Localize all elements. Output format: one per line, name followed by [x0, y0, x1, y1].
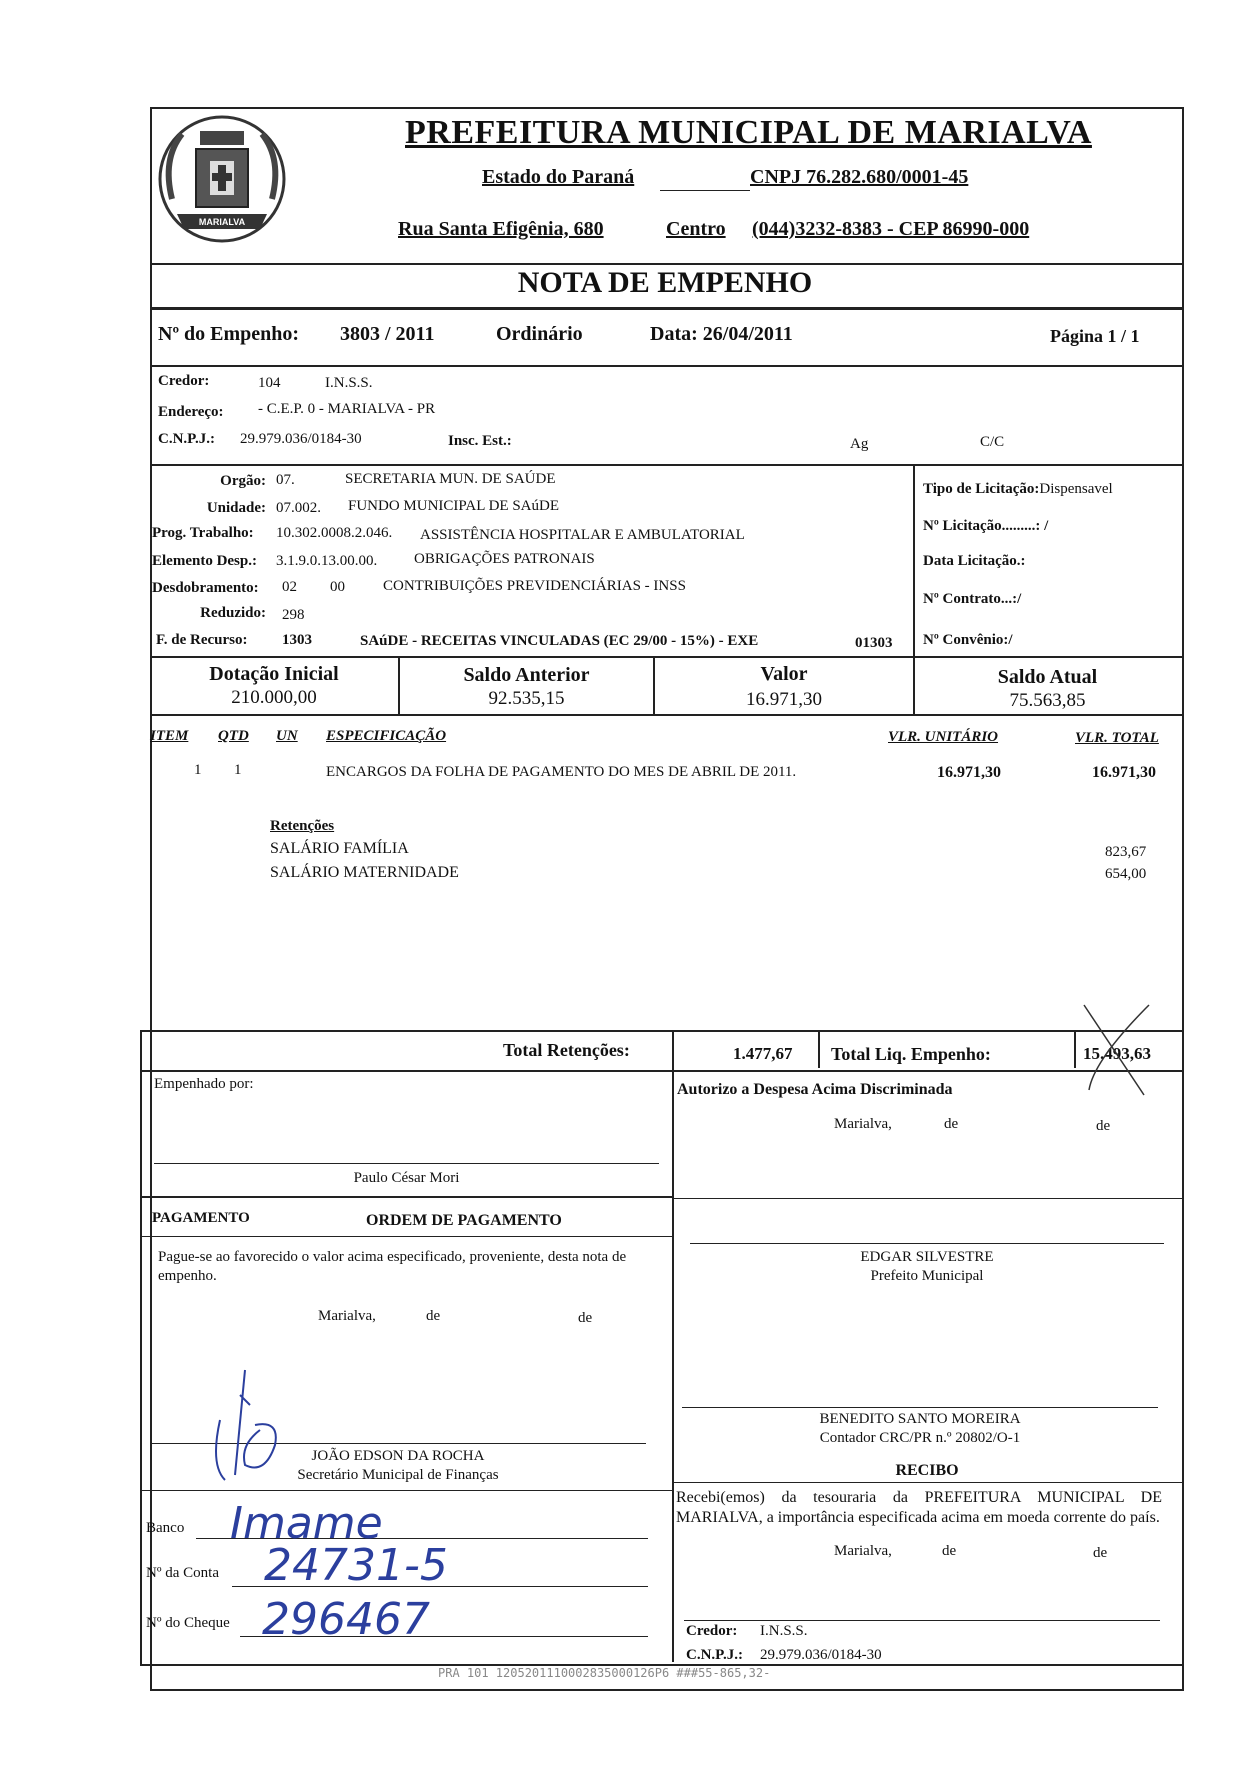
contador-role: Contador CRC/PR n.º 20802/O-1: [819, 1430, 1021, 1446]
retencao-label: SALÁRIO MATERNIDADE: [270, 864, 459, 881]
divider: [150, 365, 1182, 367]
recibo-city: Marialva,: [834, 1543, 892, 1559]
divider: [140, 1030, 142, 1666]
ag-label: Ag: [850, 436, 869, 452]
dotacao-inicial-value: 210.000,00: [231, 687, 317, 708]
divider: [672, 1482, 1182, 1483]
saldo-anterior-value: 92.535,15: [488, 688, 565, 709]
licitacao-contrato: Nº Contrato...:/: [923, 591, 1022, 607]
footer-code: PRA 101 1205201110002835000126P6 ###55-865,32-: [438, 1666, 771, 1680]
divider: [150, 714, 1182, 716]
divider: [150, 307, 1182, 310]
unidade-label: Unidade:: [206, 500, 266, 516]
divider: [672, 1030, 674, 1070]
divider: [140, 1490, 672, 1491]
col-total-header: VLR. TOTAL: [1075, 730, 1159, 746]
header-phone-cep: (044)3232-8383 - CEP 86990-000: [752, 218, 1030, 240]
divider: [150, 263, 1182, 265]
recurso-label: F. de Recurso:: [156, 632, 248, 648]
divider: [140, 1196, 672, 1198]
check-mark-scribble: [1074, 1000, 1174, 1100]
handwritten-signature: [205, 1365, 295, 1485]
retencao-value: 823,67: [1105, 844, 1147, 860]
doc-title: NOTA DE EMPENHO: [517, 266, 813, 299]
credor-label: Credor:: [158, 373, 210, 389]
endereco-value: - C.E.P. 0 - MARIALVA - PR: [258, 401, 436, 417]
cnpj-value: 29.979.036/0184-30: [240, 431, 362, 447]
elemento-code: 3.1.9.0.13.00.00.: [276, 553, 378, 569]
recurso-name: SAúDE - RECEITAS VINCULADAS (EC 29/00 - 15%) - EXE: [360, 633, 759, 649]
total-liquido-value: 15.493,63: [1083, 1044, 1151, 1063]
licitacao-tipo: Tipo de Licitação:Dispensavel: [923, 481, 1113, 497]
recurso-number: 01303: [855, 635, 893, 651]
retencao-label: SALÁRIO FAMÍLIA: [270, 840, 409, 857]
autorizo-de: de: [1096, 1118, 1111, 1134]
signature-line: [690, 1243, 1164, 1244]
signature-line: [682, 1407, 1158, 1408]
col-qtd-header: QTD: [218, 728, 249, 744]
pagamento-de: de: [578, 1310, 593, 1326]
item-total-value: 16.971,30: [1092, 764, 1156, 781]
col-item-header: ITEM: [150, 728, 189, 744]
divider: [142, 1030, 1182, 1032]
header-district: Centro: [666, 218, 726, 240]
signature-line: [154, 1163, 659, 1164]
recibo-cnpj-value: 29.979.036/0184-30: [760, 1647, 882, 1663]
licitacao-convenio: Nº Convênio:/: [923, 632, 1013, 648]
licitacao-numero: Nº Licitação.........: /: [923, 518, 1049, 534]
retencao-value: 654,00: [1105, 866, 1147, 882]
empenho-label: Nº do Empenho:: [158, 323, 300, 345]
autorizo-label: Autorizo a Despesa Acima Discriminada: [677, 1081, 953, 1098]
recibo-credor-label: Credor:: [686, 1623, 738, 1639]
secretario-role: Secretário Municipal de Finanças: [297, 1467, 499, 1483]
header-title: PREFEITURA MUNICIPAL DE MARIALVA: [405, 114, 1092, 151]
col-un-header: UN: [276, 728, 298, 744]
cheque-handwritten: 296467: [262, 1594, 430, 1645]
svg-text:MARIALVA: MARIALVA: [198, 217, 246, 227]
retencoes-title: Retenções: [270, 818, 335, 834]
total-retencoes-value: 1.477,67: [733, 1044, 793, 1063]
autorizo-de: de: [944, 1116, 959, 1132]
header-address: Rua Santa Efigênia, 680: [398, 218, 604, 240]
coat-of-arms-logo: [152, 109, 292, 257]
orgao-label: Orgão:: [220, 473, 266, 489]
secretario-name: JOÃO EDSON DA ROCHA: [311, 1448, 485, 1464]
pagamento-label: PAGAMENTO: [152, 1210, 250, 1226]
autorizo-city: Marialva,: [834, 1116, 892, 1132]
credor-code: 104: [258, 375, 281, 391]
banco-handwritten: Imame: [230, 1498, 383, 1549]
pagamento-city: Marialva,: [318, 1308, 376, 1324]
saldo-atual-value: 75.563,85: [1009, 690, 1086, 711]
divider: [140, 1236, 672, 1237]
elemento-name: OBRIGAÇÕES PATRONAIS: [414, 551, 595, 567]
desdobramento-label: Desdobramento:: [152, 580, 259, 596]
col-espec-header: ESPECIFICAÇÃO: [326, 728, 447, 744]
signature-line: [684, 1620, 1160, 1621]
col-unit-header: VLR. UNITÁRIO: [888, 729, 999, 745]
valor-value: 16.971,30: [746, 689, 822, 710]
header-state: Estado do Paraná: [482, 166, 635, 188]
divider: [142, 1070, 1182, 1072]
saldo-atual-label: Saldo Atual: [997, 666, 1098, 688]
reduzido-label: Reduzido:: [200, 605, 266, 621]
item-number: 1: [194, 762, 202, 778]
header-cnpj: CNPJ 76.282.680/0001-45: [750, 166, 969, 188]
orgao-code: 07.: [276, 472, 295, 488]
divider: [150, 464, 1182, 466]
divider: [818, 1032, 820, 1068]
prog-label: Prog. Trabalho:: [152, 525, 254, 541]
saldo-anterior-label: Saldo Anterior: [463, 664, 590, 686]
conta-handwritten: 24731-5: [264, 1540, 448, 1591]
prefeito-name: EDGAR SILVESTRE: [860, 1249, 994, 1265]
recibo-title: RECIBO: [895, 1462, 959, 1479]
state-underline: [660, 190, 750, 191]
recibo-de: de: [1093, 1545, 1108, 1561]
banco-label: Banco: [146, 1520, 185, 1536]
item-qtd: 1: [234, 762, 242, 778]
recibo-de: de: [942, 1543, 957, 1559]
prefeito-role: Prefeito Municipal: [870, 1268, 984, 1284]
endereco-label: Endereço:: [158, 404, 224, 420]
elemento-label: Elemento Desp.:: [152, 553, 257, 569]
page-number: Página 1 / 1: [1050, 326, 1140, 346]
cheque-label: Nº do Cheque: [146, 1615, 230, 1631]
unidade-name: FUNDO MUNICIPAL DE SAúDE: [348, 498, 559, 514]
valor-label: Valor: [760, 663, 808, 685]
divider: [672, 1070, 674, 1662]
recurso-code: 1303: [282, 632, 312, 648]
credor-name: I.N.S.S.: [325, 375, 373, 391]
recibo-cnpj-label: C.N.P.J.:: [686, 1647, 743, 1663]
divider: [672, 1198, 1182, 1199]
ordem-pagamento-title: ORDEM DE PAGAMENTO: [366, 1212, 562, 1229]
item-espec: ENCARGOS DA FOLHA DE PAGAMENTO DO MES DE ABRIL DE 2011.: [326, 764, 797, 780]
empenhado-label: Empenhado por:: [154, 1076, 254, 1092]
pagamento-de: de: [426, 1308, 441, 1324]
conta-label: Nº da Conta: [146, 1565, 219, 1581]
reduzido-value: 298: [282, 607, 305, 623]
total-liquido-label: Total Liq. Empenho:: [831, 1044, 991, 1064]
item-unit-value: 16.971,30: [937, 764, 1001, 781]
divider: [150, 656, 1182, 658]
cnpj-label: C.N.P.J.:: [158, 431, 215, 447]
licitacao-data: Data Licitação.:: [923, 553, 1026, 569]
orgao-name: SECRETARIA MUN. DE SAÚDE: [345, 471, 556, 487]
cc-label: C/C: [980, 434, 1005, 450]
pagamento-text: Pague-se ao favorecido o valor acima especificado, proveniente, desta nota de empenho.: [158, 1249, 627, 1284]
recibo-credor-value: I.N.S.S.: [760, 1623, 808, 1639]
desdobramento-name: CONTRIBUIÇÕES PREVIDENCIÁRIAS - INSS: [383, 578, 686, 594]
prog-code: 10.302.0008.2.046.: [276, 525, 393, 541]
empenho-type: Ordinário: [496, 323, 583, 345]
contador-name: BENEDITO SANTO MOREIRA: [819, 1411, 1021, 1427]
desdobramento-code2: 00: [330, 579, 345, 595]
empenho-date: Data: 26/04/2011: [650, 323, 793, 345]
dotacao-inicial-label: Dotação Inicial: [209, 663, 339, 685]
empenhado-name: Paulo César Mori: [353, 1170, 460, 1186]
recibo-text: Recebi(emos) da tesouraria da PREFEITURA MUNICIPAL DE MARIALVA, a importância especificada acima em moeda corrente do país.: [676, 1489, 1162, 1526]
empenho-number: 3803 / 2011: [340, 323, 435, 345]
desdobramento-code1: 02: [282, 579, 297, 595]
total-retencoes-label: Total Retenções:: [503, 1040, 630, 1060]
unidade-code: 07.002.: [276, 500, 321, 516]
prog-name: ASSISTÊNCIA HOSPITALAR E AMBULATORIAL: [420, 527, 745, 543]
insc-label: Insc. Est.:: [448, 433, 512, 449]
divider: [913, 464, 915, 656]
